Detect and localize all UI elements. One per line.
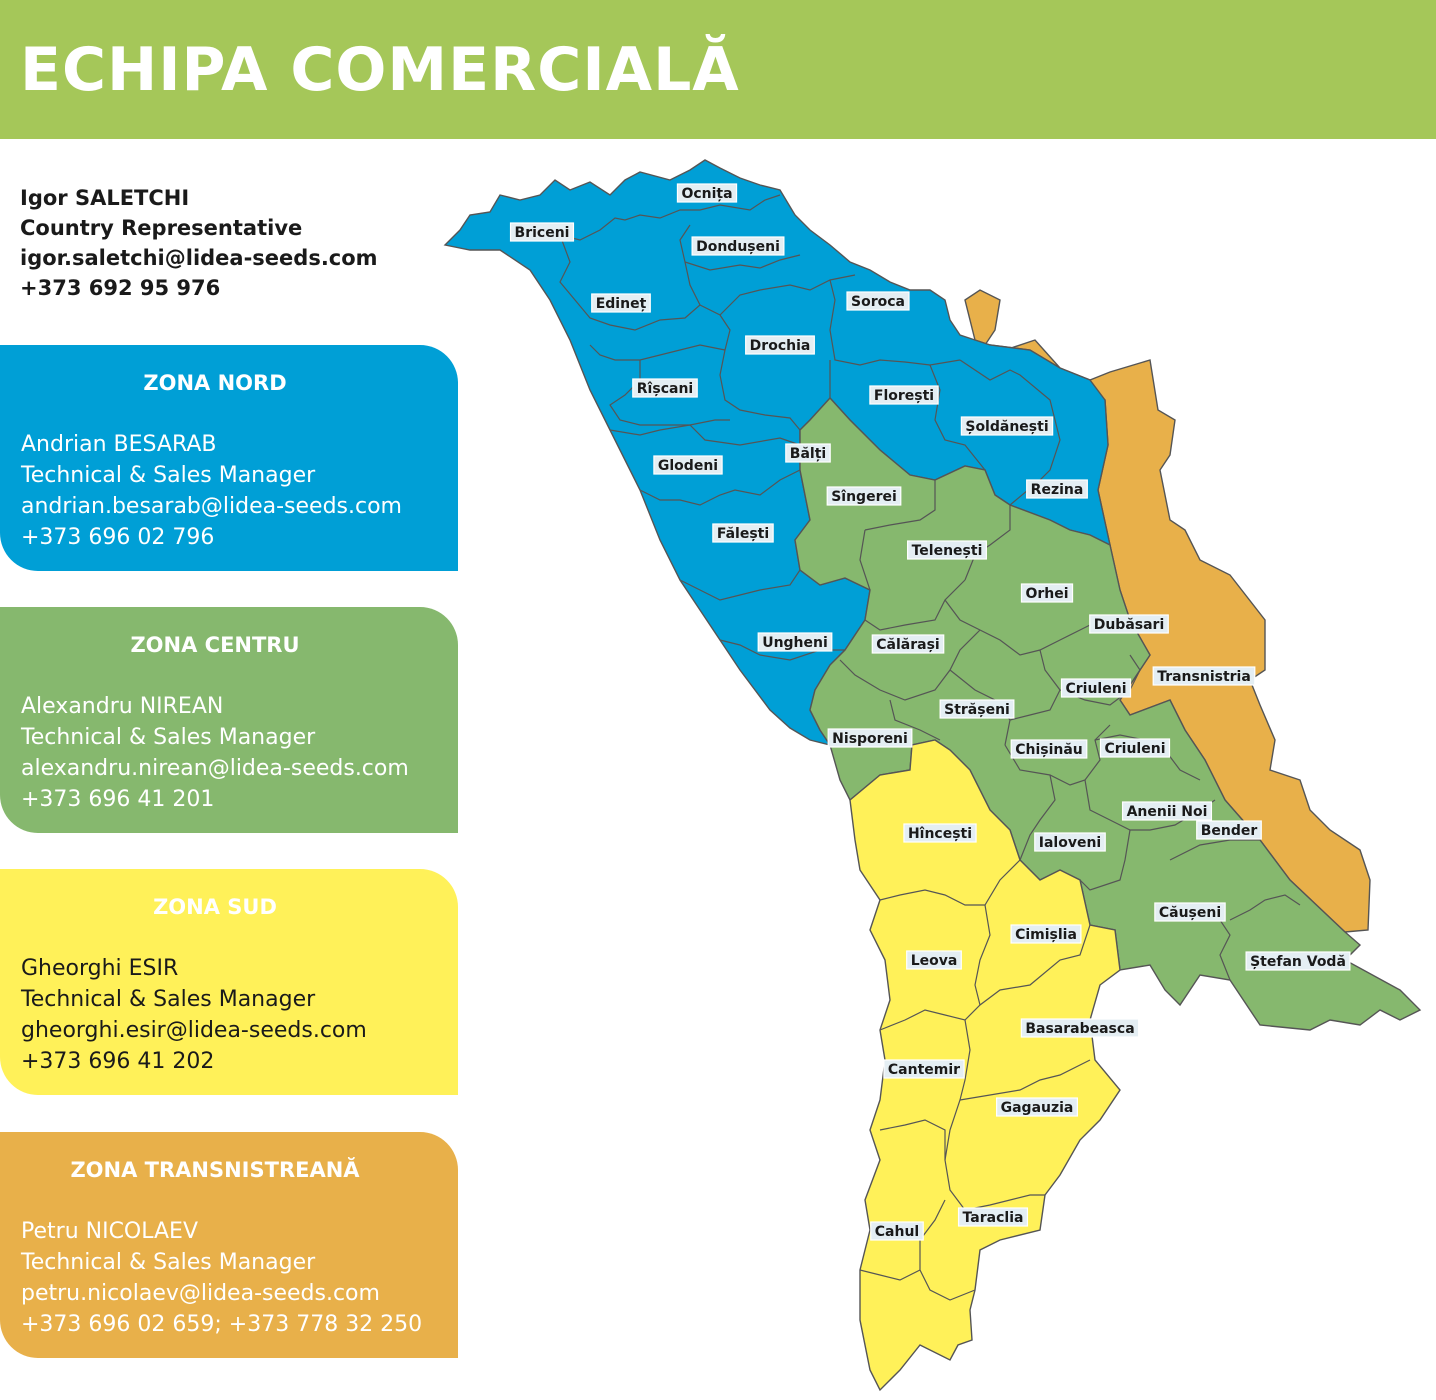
manager-phone[interactable]: +373 696 02 659; +373 778 32 250 [21, 1312, 423, 1337]
manager-name: Alexandru NIREAN [21, 694, 224, 719]
district-label-text: Basarabeasca [1025, 1021, 1135, 1037]
zone-title: ZONA CENTRU [130, 633, 300, 657]
rep-email[interactable]: igor.saletchi@lidea-seeds.com [20, 246, 378, 270]
district-label-text: Leova [910, 953, 958, 969]
district-label-text: Transnistria [1157, 669, 1251, 685]
rep-role: Country Representative [20, 216, 303, 240]
district-label-text: Ialoveni [1038, 835, 1102, 851]
district-label-text: Soroca [851, 294, 905, 310]
district-label-text: Cimișlia [1015, 927, 1077, 943]
rep-name: Igor SALETCHI [20, 186, 190, 210]
district-label-text: Glodeni [657, 458, 719, 474]
district-label-text: Fălești [716, 526, 770, 542]
district-label-text: Ștefan Vodă [1250, 954, 1346, 970]
district-label-text: Criuleni [1104, 741, 1166, 757]
district-label-text: Chișinău [1015, 742, 1083, 758]
manager-name: Petru NICOLAEV [21, 1219, 199, 1244]
district-label-text: Telenești [911, 543, 983, 559]
district-label [870, 386, 938, 404]
manager-email[interactable]: petru.nicolaev@lidea-seeds.com [21, 1281, 380, 1306]
district-label [786, 444, 830, 462]
district-label-text: Taraclia [962, 1210, 1024, 1226]
district-label [1021, 1019, 1138, 1037]
rep-phone[interactable]: +373 692 95 976 [20, 276, 221, 300]
district-label-text: Dondușeni [696, 239, 780, 255]
district-label-text: Rezina [1030, 482, 1084, 498]
manager-phone[interactable]: +373 696 41 202 [21, 1049, 215, 1074]
district-label-text: Nisporeni [832, 731, 908, 747]
district-label-text: Briceni [514, 225, 570, 241]
district-label-text: Șoldănești [965, 419, 1049, 435]
zone-title: ZONA NORD [143, 371, 287, 395]
district-label [1090, 615, 1169, 633]
district-label [1011, 740, 1087, 758]
district-label [1155, 903, 1225, 921]
district-label [1021, 584, 1072, 602]
district-label [1123, 802, 1212, 820]
district-label-text: Bender [1200, 823, 1258, 839]
manager-phone[interactable]: +373 696 41 201 [21, 787, 215, 812]
district-label [828, 729, 912, 747]
district-label [692, 237, 784, 255]
district-label-text: Anenii Noi [1126, 804, 1208, 820]
district-label [746, 336, 815, 354]
district-label [871, 1222, 923, 1240]
district-label-text: Strășeni [944, 702, 1010, 718]
district-label [758, 633, 832, 651]
district-label [847, 292, 909, 310]
district-label [997, 1098, 1078, 1116]
district-label-text: Ocnița [681, 186, 733, 202]
district-label [1027, 480, 1088, 498]
district-label-text: Rîșcani [636, 381, 694, 397]
district-label [713, 524, 773, 542]
district-label-text: Orhei [1025, 586, 1069, 602]
district-label-text: Bălți [789, 446, 827, 462]
manager-role: Technical & Sales Manager [21, 1250, 316, 1275]
district-label [1153, 667, 1255, 685]
district-label [1246, 952, 1350, 970]
manager-email[interactable]: alexandru.nirean@lidea-seeds.com [21, 756, 409, 781]
district-label [884, 1060, 964, 1078]
district-label-text: Sîngerei [831, 489, 897, 505]
manager-role: Technical & Sales Manager [21, 725, 316, 750]
district-label-text: Criuleni [1065, 681, 1127, 697]
district-label [908, 541, 987, 559]
district-label [1035, 833, 1105, 851]
page-title: ECHIPA COMERCIALĂ [20, 35, 740, 105]
district-label-text: Cantemir [887, 1062, 961, 1078]
district-label [1100, 739, 1169, 757]
manager-role: Technical & Sales Manager [21, 987, 316, 1012]
manager-name: Gheorghi ESIR [21, 956, 179, 981]
manager-role: Technical & Sales Manager [21, 463, 316, 488]
district-label-text: Gagauzia [1000, 1100, 1074, 1116]
district-label-text: Călărași [876, 637, 940, 653]
manager-email[interactable]: gheorghi.esir@lidea-seeds.com [21, 1018, 367, 1043]
district-label-text: Cahul [874, 1224, 920, 1240]
district-label-text: Căușeni [1158, 905, 1222, 921]
district-label [872, 635, 943, 653]
district-label [827, 487, 901, 505]
manager-name: Andrian BESARAB [21, 432, 217, 457]
district-label [961, 417, 1052, 435]
district-label-text: Ungheni [762, 635, 828, 651]
district-label-text: Edineț [595, 296, 647, 312]
district-label [1197, 821, 1262, 839]
district-label [654, 456, 722, 474]
district-label [959, 1208, 1028, 1226]
district-label [1061, 679, 1130, 697]
district-label [633, 379, 697, 397]
district-label [592, 294, 651, 312]
district-label [1011, 925, 1081, 943]
manager-email[interactable]: andrian.besarab@lidea-seeds.com [21, 494, 402, 519]
district-label [907, 951, 962, 969]
zone-title: ZONA TRANSNISTREANĂ [70, 1158, 360, 1182]
district-label-text: Florești [873, 388, 935, 404]
district-label-text: Hîncești [907, 826, 973, 842]
district-label-text: Drochia [749, 338, 811, 354]
zone-title: ZONA SUD [153, 895, 277, 919]
manager-phone[interactable]: +373 696 02 796 [21, 525, 215, 550]
district-label-text: Dubăsari [1093, 617, 1165, 633]
district-label [511, 223, 574, 241]
district-label [677, 184, 736, 202]
district-label [940, 700, 1014, 718]
district-label [904, 824, 976, 842]
